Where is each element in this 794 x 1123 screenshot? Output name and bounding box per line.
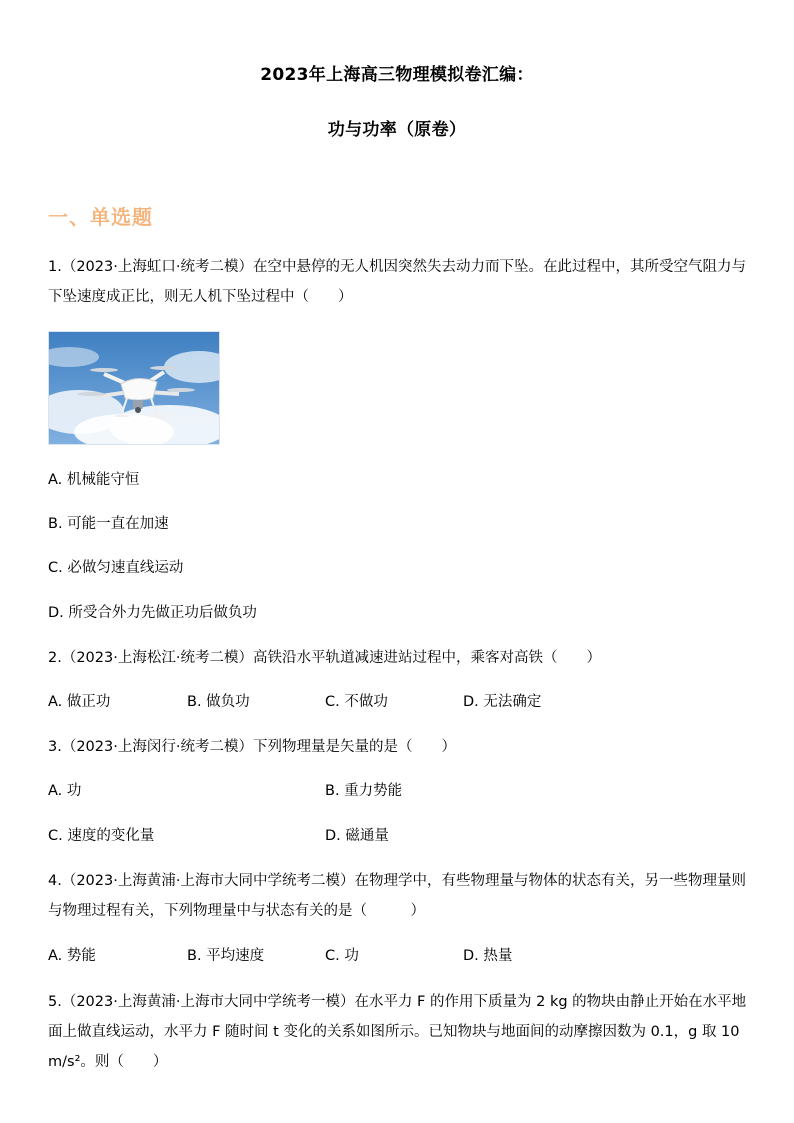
question-1-option-c: C. 必做匀速直线运动 xyxy=(48,560,184,576)
question-4-option-b: B. 平均速度 xyxy=(187,948,265,964)
question-3-option-c: C. 速度的变化量 xyxy=(48,828,155,844)
question-4-text: 4.（2023·上海黄浦·上海市大同中学统考二模）在物理学中，有些物理量与物体的状态有关，另一些物理量则与物理过程有关，下列物理量中与状态有关的是（ ） xyxy=(48,873,746,919)
drone-image-icon xyxy=(49,332,219,444)
question-4-option-a: A. 势能 xyxy=(48,948,96,964)
document-subtitle: 功与功率（原卷） xyxy=(327,120,467,140)
section-heading: 一、单选题 xyxy=(48,205,153,229)
question-2-option-b: B. 做负功 xyxy=(187,694,250,710)
document-title: 2023年上海高三物理模拟卷汇编： xyxy=(260,65,534,85)
question-3-option-b: B. 重力势能 xyxy=(325,783,403,799)
question-2-option-d: D. 无法确定 xyxy=(463,694,542,710)
question-1-option-d: D. 所受合外力先做正功后做负功 xyxy=(48,605,257,621)
question-4-option-c: C. 功 xyxy=(325,948,359,964)
question-4-option-d: D. 热量 xyxy=(463,948,513,964)
question-3-text: 3.（2023·上海闵行·统考二模）下列物理量是矢量的是（ ） xyxy=(48,739,456,755)
question-2-option-c: C. 不做功 xyxy=(325,694,388,710)
question-3-option-a: A. 功 xyxy=(48,783,82,799)
question-2-option-a: A. 做正功 xyxy=(48,694,111,710)
question-3-option-d: D. 磁通量 xyxy=(325,828,389,844)
question-2-text: 2.（2023·上海松江·统考二模）高铁沿水平轨道减速进站过程中，乘客对高铁（ ） xyxy=(48,650,601,666)
drone-photo xyxy=(48,331,220,445)
question-5-text: 5.（2023·上海黄浦·上海市大同中学统考一模）在水平力 F 的作用下质量为 2 kg 的物块由静止开始在水平地面上做直线运动，水平力 F 随时间 t 变化的关系如图所示。已知物块与地面间的动摩擦因数为 0.1，g 取 10 m/s²。则（ ） xyxy=(48,994,747,1070)
question-1-option-a: A. 机械能守恒 xyxy=(48,472,140,488)
question-1-option-b: B. 可能一直在加速 xyxy=(48,516,169,532)
question-1-text: 1.（2023·上海虹口·统考二模）在空中悬停的无人机因突然失去动力而下坠。在此过程中，其所受空气阻力与下坠速度成正比，则无人机下坠过程中（ ） xyxy=(48,259,746,305)
